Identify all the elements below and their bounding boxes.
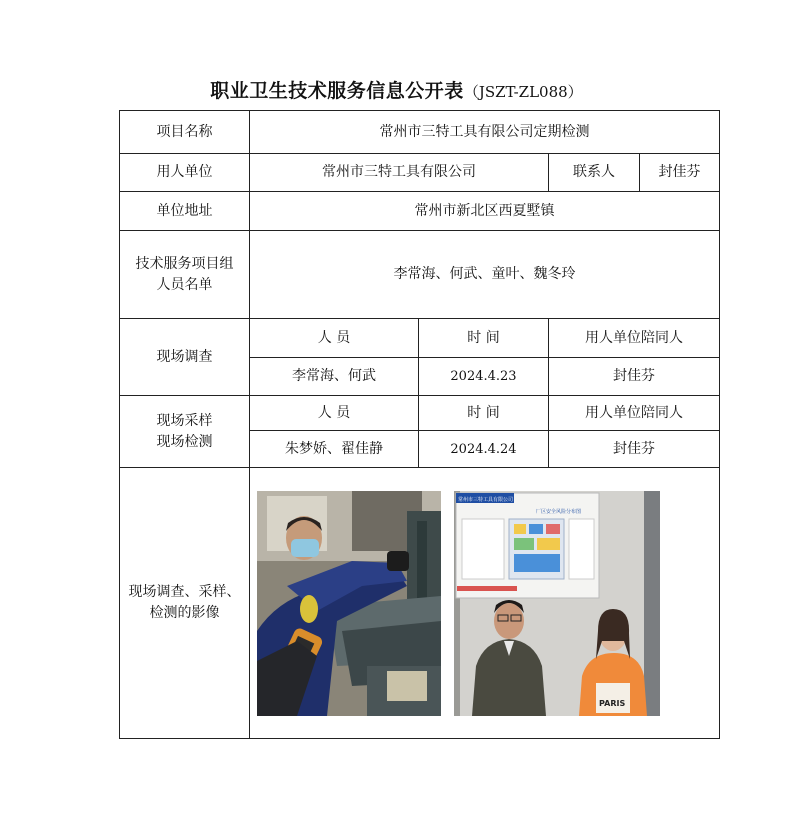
shirt-text: PARIS (599, 699, 626, 708)
sampling-companion: 封佳芬 (549, 431, 720, 468)
employer-value: 常州市三特工具有限公司 (250, 154, 549, 192)
images-label-line2: 检测的影像 (149, 605, 220, 621)
info-table (119, 110, 720, 739)
survey-label: 现场调查 (120, 319, 250, 396)
sampling-col-companion: 用人单位陪同人 (549, 396, 720, 431)
survey-companion: 封佳芬 (549, 358, 720, 396)
survey-person: 李常海、何武 (250, 358, 419, 396)
survey-col-companion: 用人单位陪同人 (549, 319, 720, 358)
survey-date: 2024.4.23 (419, 358, 549, 396)
page-title (0, 76, 793, 103)
row-survey-header (120, 319, 720, 358)
images-label-line1: 现场调查、采样、 (128, 584, 241, 600)
team-label-line2: 人员名单 (156, 276, 213, 293)
sampling-date: 2024.4.24 (419, 431, 549, 468)
project-name-value: 常州市三特工具有限公司定期检测 (250, 111, 720, 154)
address-label: 单位地址 (120, 192, 250, 231)
row-employer (120, 154, 720, 192)
photo-field-measurement (257, 491, 441, 716)
images-label (120, 468, 250, 739)
team-label (120, 231, 250, 319)
contact-label: 联系人 (549, 154, 640, 192)
sampling-label (120, 396, 250, 468)
sampling-person: 朱梦娇、翟佳静 (250, 431, 419, 468)
row-sampling-header (120, 396, 720, 431)
photo-site-companions-image (454, 491, 660, 716)
row-team (120, 231, 720, 319)
sampling-label-line1: 现场采样 (156, 412, 213, 429)
photo-site-companions (454, 491, 660, 716)
project-name-label: 项目名称 (120, 111, 250, 154)
photo-field-measurement-image (257, 491, 441, 716)
team-value: 李常海、何武、童叶、魏冬玲 (250, 231, 720, 319)
row-address (120, 192, 720, 231)
sampling-col-time: 时 间 (419, 396, 549, 431)
form-code: （JSZT-ZL088） (463, 83, 583, 101)
row-project-name (120, 111, 720, 154)
address-value: 常州市新北区西夏墅镇 (250, 192, 720, 231)
images-cell (250, 468, 720, 739)
employer-label: 用人单位 (120, 154, 250, 192)
board-heading: 常州市三特工具有限公司 (458, 497, 514, 503)
board-subheading: 厂区安全风险分布图 (536, 509, 582, 515)
survey-col-person: 人 员 (250, 319, 419, 358)
title-text: 职业卫生技术服务信息公开表 (210, 80, 464, 102)
sampling-label-line2: 现场检测 (156, 433, 213, 450)
contact-value: 封佳芬 (640, 154, 720, 192)
row-images (120, 468, 720, 739)
survey-col-time: 时 间 (419, 319, 549, 358)
sampling-col-person: 人 员 (250, 396, 419, 431)
team-label-line1: 技术服务项目组 (135, 255, 234, 272)
